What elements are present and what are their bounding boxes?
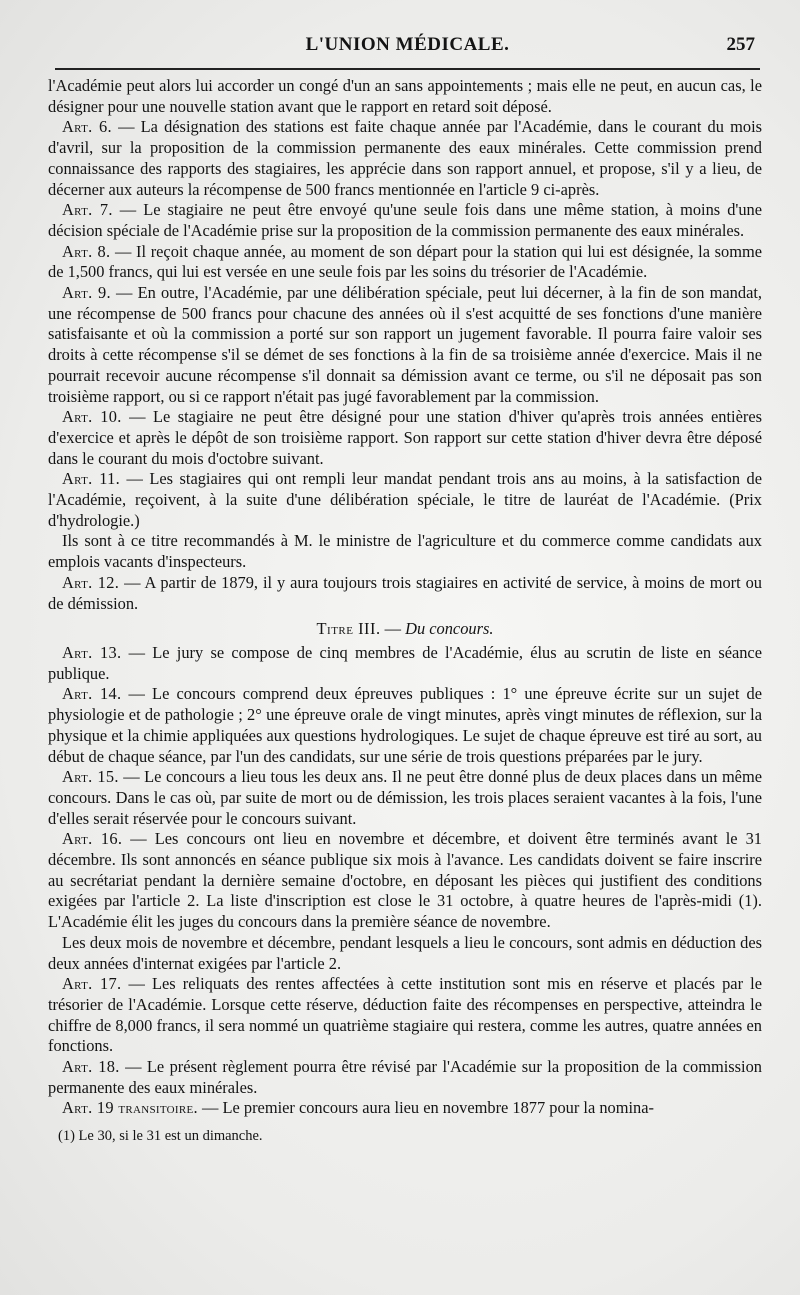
paragraph-text: — Le concours a lieu tous les deux ans. Il ne peut être donné plus de deux places dans un même concours. Dans le cas où, par suite de mort ou de démission, les trois places seraient vacantes à la fois, l'une d'elles serait réservée pour le concours suivant. [48,767,762,828]
text-paragraph [48,76,762,117]
section-title-name: Du concours. [405,619,494,639]
paragraph-text: Les deux mois de novembre et décembre, pendant lesquels a lieu le concours, sont admis en déduction des deux années d'internat exigées par l'article 2. [48,932,762,973]
article-paragraph [48,1057,762,1098]
paragraph-text: Ils sont à ce titre recommandés à M. le ministre de l'agriculture et du commerce comme candidats aux emplois vacants d'inspecteurs. [48,531,762,572]
paragraph-text: l'Académie peut alors lui accorder un congé d'un an sans appointements ; mais elle ne peut, en aucun cas, le désigner pour une nouvelle station avant que le rapport en retard soit déposé. [48,76,762,116]
article-paragraph [48,200,762,241]
page-header [60,28,755,64]
article-number: Art. 9. [62,283,111,303]
article-paragraph [48,573,762,614]
section-title-label: Titre III. [316,619,381,639]
page-number: 257 [726,34,755,55]
running-title: L'UNION MÉDICALE. [305,34,510,55]
article-paragraph [48,469,762,531]
article-number: Art. 17. [62,974,122,994]
article-number: Art. 15. [62,767,119,787]
paragraph-text: — Le premier concours aura lieu en novembre 1877 pour la nomina- [197,1098,654,1118]
article-number: Art. 10. [62,407,122,427]
paragraph-text: — Le présent règlement pourra être révisé par l'Académie sur la proposition de la commission permanente des eaux minérales. [48,1057,762,1097]
article-paragraph [48,1098,762,1119]
article-paragraph [48,829,762,933]
paragraph-text: — Le jury se compose de cinq membres de l'Académie, élus au scrutin de liste en séance publique. [48,642,762,683]
article-number: Art. 16. [62,829,123,849]
article-number: Art. 11. [62,469,121,489]
paragraph-text: — Les concours ont lieu en novembre et décembre, et doivent être terminés avant le 31 décembre. Ils sont annoncés en séance publique six mois à l'avance. Les candidats doivent se faire inscrire au secrétariat pendant la dernière semaine d'octobre, en déposant les pièces qui justifient des conditions exigées par l'article 2. La liste d'inscription est close le 31 octobre, à quatre heures de l'après-midi (1). L'Académie élit les juges du concours dans la première séance de novembre. [48,829,762,932]
text-paragraph [48,531,762,572]
paragraph-text: — La désignation des stations est faite chaque année par l'Académie, dans le courant du mois d'avril, sur la proposition de la commission permanente des eaux minérales. Cette commission prend connaissance des rapports des stagiaires, les apprécie dans son rapport annuel, et propose, s'il y a lieu, de décerner aux auteurs la récompense de 500 francs mentionnée en l'article 9 ci-après. [48,117,762,199]
page-body [48,76,762,1145]
article-paragraph [48,643,762,684]
article-paragraph [48,767,762,829]
footnote: (1) Le 30, si le 31 est un dimanche. [58,1128,263,1145]
article-paragraph [48,117,762,200]
paragraph-text: — En outre, l'Académie, par une délibération spéciale, peut lui décerner, à la fin de son mandat, une récompense de 500 francs pour chacune des années où il s'est acquitté de ses fonctions d'une manière satisfaisante et où la commission a porté sur son rapport un jugement favorable. Il pourra faire valoir ses droits à cette récompense s'il se démet de ses fonctions à la fin de sa troisième année d'exercice. Mais il ne pourrait recevoir aucune récompense s'il donnait sa démission avant ce terme, ou s'il ne déposait pas son troisième rapport, ou si ce rapport n'était pas jugé favorablement par la commission. [48,283,762,406]
paragraph-text: — Le concours comprend deux épreuves publiques : 1° une épreuve écrite sur un sujet de physiologie et de pathologie ; 2° une épreuve orale de vingt minutes, après vingt minutes de réflexion, sur la physique et la chimie appliquées aux questions hydrologiques. Le sujet de chaque épreuve est tiré au sort, au début de chaque séance, par l'un des candidats, sur une série de trois questions préparées par le jury. [48,684,762,766]
article-paragraph [48,407,762,469]
article-number: Art. 13. [62,642,122,662]
header-rule [55,68,760,70]
article-number: Art. 19 transitoire. [62,1098,198,1118]
article-paragraph [48,242,762,283]
paragraph-text: — Le stagiaire ne peut être envoyé qu'une seule fois dans une même station, à moins d'une décision spéciale de l'Académie prise sur la proposition de la commission permanente des eaux minérales. [48,200,763,240]
paragraph-text: — Les reliquats des rentes affectées à cette institution sont mis en réserve et placés par le trésorier de l'Académie. Lorsque cette réserve, déduction faite des récompenses en perspective, atteindra le chiffre de 8,000 francs, il sera nommé un quatrième stagiaire qui restera, comme les autres, quatre années en fonctions. [48,974,762,1056]
article-number: Art. 14. [62,684,122,704]
text-paragraph [48,933,762,974]
article-number: Art. 7. [62,200,113,220]
article-number: Art. 18. [62,1057,120,1077]
section-title [48,619,762,640]
article-number: Art. 12. [62,572,120,592]
article-number: Art. 6. [62,117,112,137]
paragraph-text: — Il reçoit chaque année, au moment de son départ pour la station qui lui est désignée, la somme de 1,500 francs, qui lui est versée en une seule fois par les soins du trésorier de l'Académie. [48,241,763,282]
paragraph-text: — Les stagiaires qui ont rempli leur mandat pendant trois ans au moins, à la satisfaction de l'Académie, reçoivent, à la suite d'une délibération spéciale, le titre de lauréat de l'Académie. (Prix d'hydrologie.) [48,469,762,530]
section-title-dash: — [380,619,406,639]
article-paragraph [48,283,762,407]
article-paragraph [48,684,762,767]
paragraph-text: — Le stagiaire ne peut être désigné pour une station d'hiver qu'après trois années entières d'exercice et après le dépôt de son troisième rapport. Son rapport sur cette station d'hiver devra être déposé dans le courant du mois d'octobre suivant. [48,407,762,468]
article-number: Art. 8. [62,241,111,261]
paragraph-text: — A partir de 1879, il y aura toujours trois stagiaires en activité de service, à moins de mort ou de démission. [48,572,762,613]
article-paragraph [48,974,762,1057]
